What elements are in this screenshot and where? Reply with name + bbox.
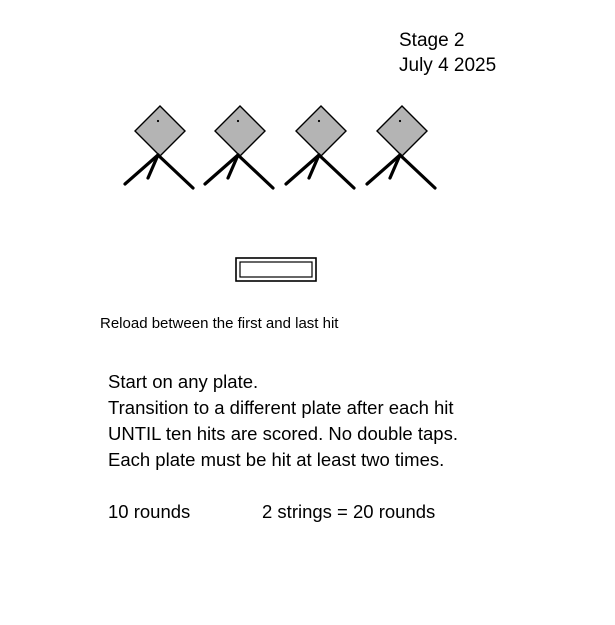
reload-note: Reload between the first and last hit — [100, 315, 339, 332]
plate-row — [125, 106, 435, 188]
plate-center-mark — [318, 120, 320, 122]
plate-face — [135, 106, 185, 156]
plate-center-mark — [157, 120, 159, 122]
instruction-line: Start on any plate. — [108, 371, 259, 392]
stage-date: July 4 2025 — [399, 55, 497, 76]
instruction-line: Each plate must be hit at least two times. — [108, 449, 445, 470]
steel-plate-target — [125, 106, 193, 188]
plate-center-mark — [399, 120, 401, 122]
shooting-box — [236, 258, 316, 281]
plate-face — [215, 106, 265, 156]
plate-face — [377, 106, 427, 156]
rounds-total: 2 strings = 20 rounds — [262, 501, 436, 522]
plate-face — [296, 106, 346, 156]
stage-instructions — [108, 369, 458, 473]
instruction-line: Transition to a different plate after each hit — [108, 397, 454, 418]
steel-plate-target — [367, 106, 435, 188]
stage-title: Stage 2 — [399, 30, 465, 51]
plate-stand-leg — [238, 155, 273, 188]
steel-plate-target — [205, 106, 273, 188]
plate-stand-leg — [158, 155, 193, 188]
plate-stand-leg — [400, 155, 435, 188]
plate-stand-leg — [319, 155, 354, 188]
plate-center-mark — [237, 120, 239, 122]
rounds-per-string: 10 rounds — [108, 501, 191, 522]
steel-plate-target — [286, 106, 354, 188]
instruction-line: UNTIL ten hits are scored. No double taps. — [108, 423, 458, 444]
